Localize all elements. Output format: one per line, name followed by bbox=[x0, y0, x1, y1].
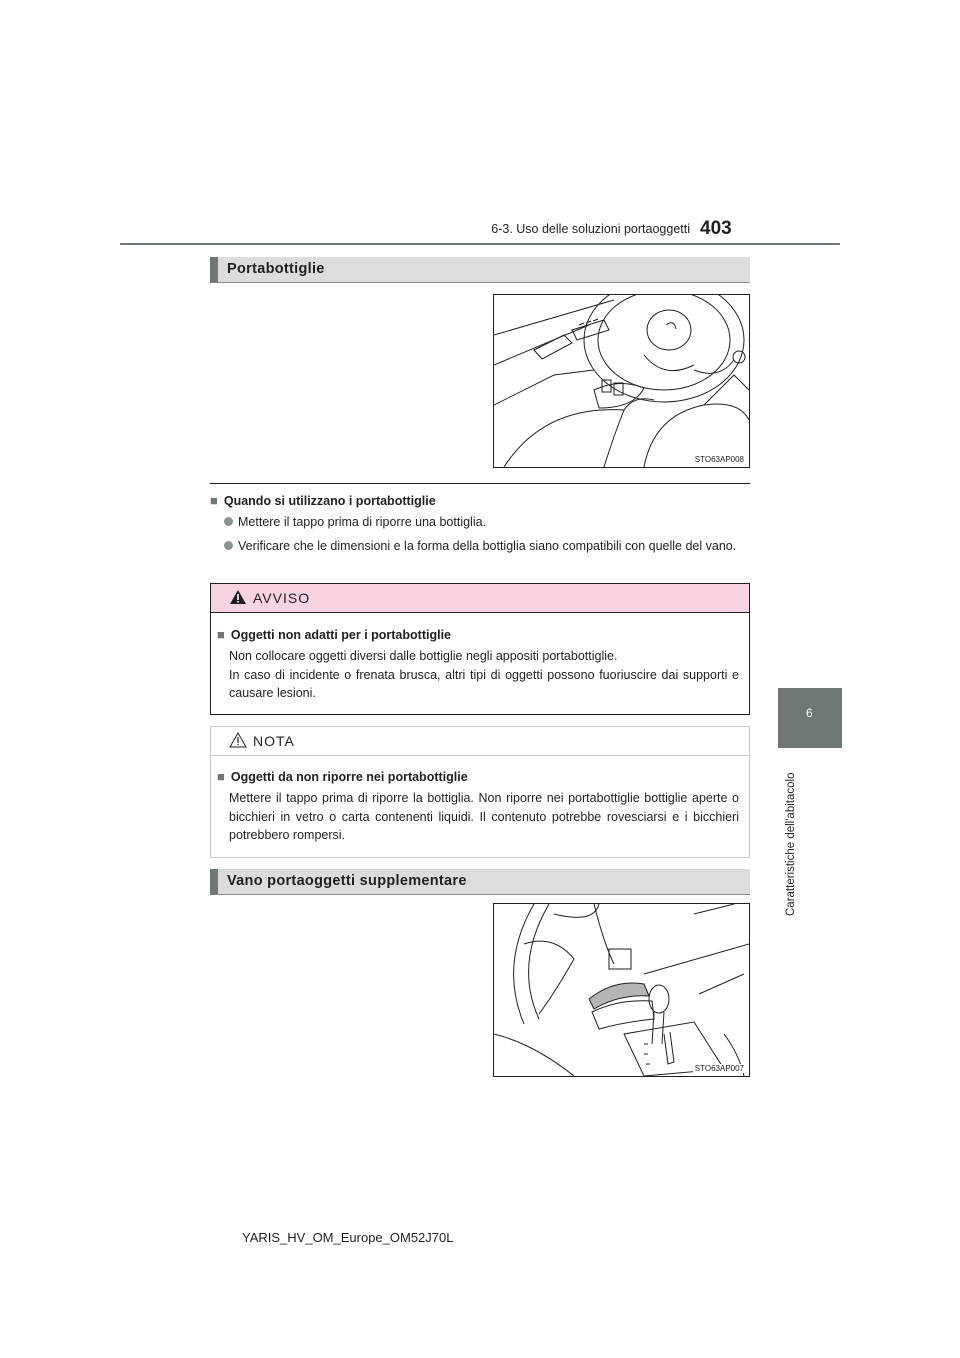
note-subtitle: ■ Oggetti da non riporre nei portabottiglie bbox=[217, 769, 468, 784]
page-number: 403 bbox=[700, 218, 732, 239]
bullet-dot-icon bbox=[224, 517, 233, 526]
chapter-number: 6 bbox=[806, 706, 813, 720]
cup-holder-illustration bbox=[493, 294, 750, 468]
square-bullet-icon: ■ bbox=[210, 493, 218, 508]
header-divider bbox=[120, 243, 840, 245]
figure-code: STO63AP007 bbox=[694, 1064, 744, 1073]
footer-doc-code: YARIS_HV_OM_Europe_OM52J70L bbox=[242, 1230, 454, 1245]
section-title: Portabottiglie bbox=[227, 261, 325, 277]
warning-body bbox=[229, 647, 739, 703]
section-heading-portabottiglie bbox=[210, 257, 750, 283]
section-title: Vano portaoggetti supplementare bbox=[227, 873, 467, 889]
square-bullet-icon: ■ bbox=[217, 769, 225, 784]
warning-body-line: Non collocare oggetti diversi dalle bottiglie negli appositi portabottiglie. bbox=[229, 649, 618, 663]
note-label: NOTA bbox=[253, 733, 295, 749]
header-section-title: 6-3. Uso delle soluzioni portaoggetti bbox=[491, 222, 690, 236]
bullet-text: Verificare che le dimensioni e la forma della bottiglia siano compatibili con quelle del vano. bbox=[238, 539, 737, 553]
figure-code: STO63AP008 bbox=[694, 455, 744, 464]
notes-divider bbox=[210, 483, 750, 484]
warning-subtitle: ■ Oggetti non adatti per i portabottiglie bbox=[217, 627, 451, 642]
chapter-title: Caratteristiche dell'abitacolo bbox=[785, 772, 797, 916]
notes-bullet bbox=[224, 513, 750, 531]
warning-header bbox=[211, 584, 749, 613]
notes-bullet bbox=[224, 537, 750, 555]
note-header bbox=[211, 727, 749, 756]
bullet-text: Mettere il tappo prima di riporre una bottiglia. bbox=[238, 515, 487, 529]
chapter-tab bbox=[778, 688, 842, 748]
cup-holder-drawing bbox=[494, 295, 749, 467]
square-bullet-icon: ■ bbox=[217, 627, 225, 642]
chapter-label bbox=[777, 760, 807, 920]
note-box bbox=[210, 726, 750, 858]
storage-compartment-drawing bbox=[494, 904, 749, 1076]
bullet-dot-icon bbox=[224, 541, 233, 550]
note-body: Mettere il tappo prima di riporre la bottiglia. Non riporre nei portabottiglie bottiglie aperte o bicchieri in vetro o carta contenenti liquidi. Il contenuto potrebbe rovesciarsi e i bicchieri potrebbero rompersi. bbox=[229, 791, 739, 842]
notes-title: Quando si utilizzano i portabottiglie bbox=[223, 494, 436, 508]
warning-body-line: In caso di incidente o frenata brusca, altri tipi di oggetti possono fuoriuscire dai supporti e causare lesioni. bbox=[229, 667, 739, 700]
caution-triangle-icon bbox=[229, 732, 247, 748]
notes-heading bbox=[210, 493, 436, 508]
section-heading-vano bbox=[210, 869, 750, 895]
storage-compartment-illustration bbox=[493, 903, 750, 1077]
warning-label: AVVISO bbox=[253, 590, 311, 606]
warning-box bbox=[210, 583, 750, 715]
warning-triangle-icon bbox=[229, 589, 247, 605]
